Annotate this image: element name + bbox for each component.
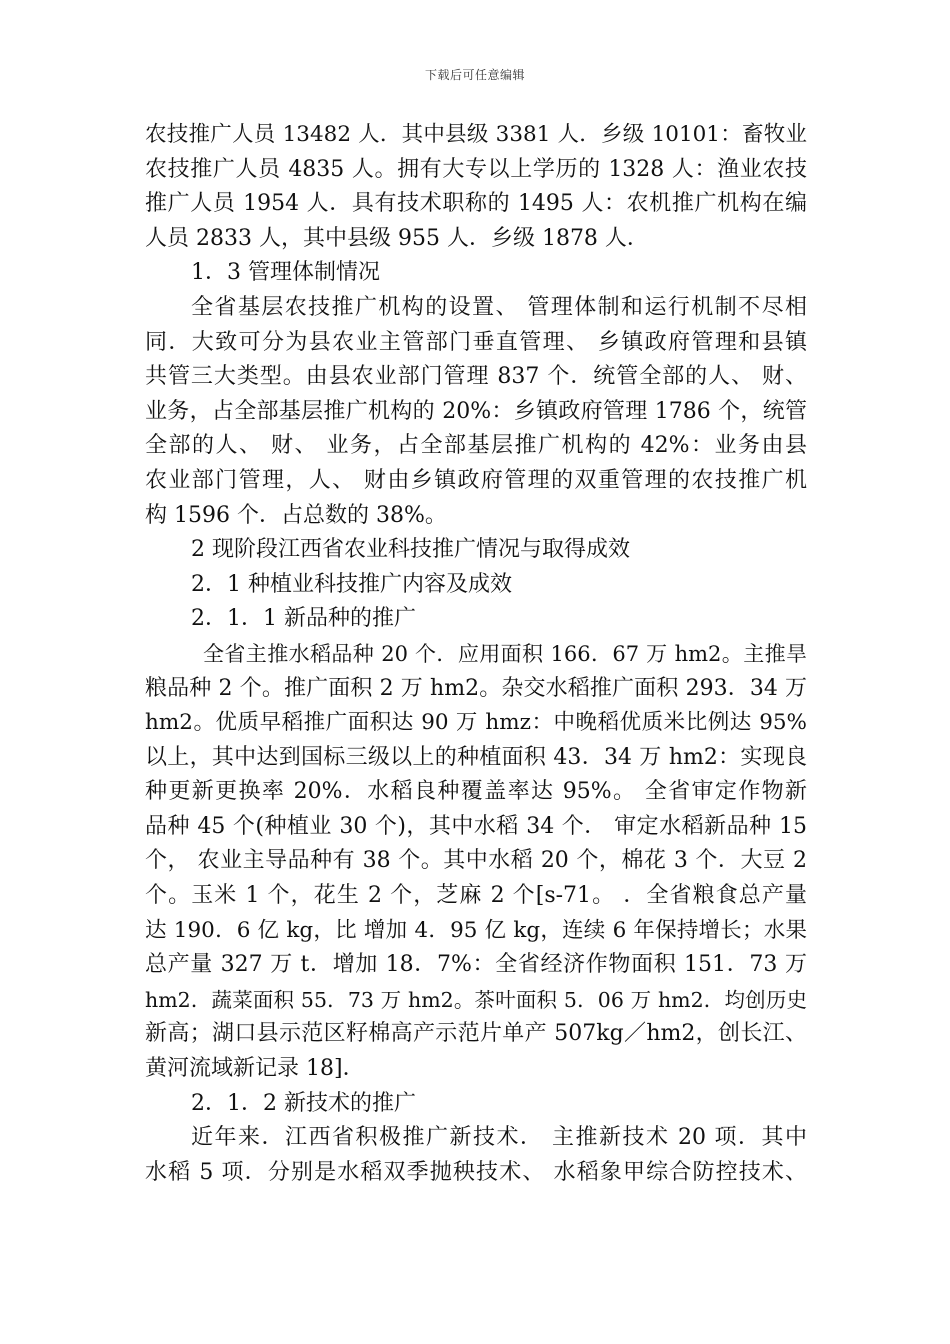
text-line: 黄河流域新记录 18]． [145,1056,365,1082]
text-line: 构 1596 个．占总数的 38%。 [145,502,447,528]
text-line: 全省主推水稻品种 20 个．应用面积 166．67 万 hm2。主推旱 [203,641,807,666]
text-line: 近年来．江西省积极推广新技术． 主推新技术 20 项．其中 [191,1125,807,1151]
text-line: 2．1 种植业科技推广内容及成效 [191,571,512,597]
text-line: 2．1．2 新技术的推广 [191,1090,416,1116]
text-line: 总产量 327 万 t．增加 18．7%：全省经济作物面积 151．73 万 [145,952,807,978]
text-line: 全部的人、 财、 业务，占全部基层推广机构的 42%：业务由县 [145,433,807,459]
text-line: 农业部门管理，人、 财由乡镇政府管理的双重管理的农技推广机 [145,467,807,493]
text-line: 以上，其中达到国标三级以上的种植面积 43．34 万 hm2：实现良 [145,744,807,770]
text-line: 推广人员 1954 人．具有技术职称的 1495 人：农机推广机构在编 [145,191,807,217]
text-line: 2 现阶段江西省农业科技推广情况与取得成效 [191,537,630,563]
text-line: hm2．蔬菜面积 55．73 万 hm2。茶叶面积 5．06 万 hm2．均创历史 [145,987,807,1012]
text-line: 品种 45 个(种植业 30 个)，其中水稻 34 个． 审定水稻新品种 15 [145,813,807,839]
text-line: 全省基层农技推广机构的设置、 管理体制和运行机制不尽相 [191,294,807,320]
text-line: 水稻 5 项．分别是水稻双季抛秧技术、 水稻象甲综合防控技术、 [145,1159,807,1185]
text-line: 2．1．1 新品种的推广 [191,606,416,632]
text-line: 种更新更换率 20%．水稻良种覆盖率达 95%。 全省审定作物新 [145,779,807,805]
text-line: 农技推广人员 4835 人。拥有大专以上学历的 1328 人：渔业农技 [145,156,807,182]
text-line: 个， 农业主导品种有 38 个。其中水稻 20 个，棉花 3 个．大豆 2 [145,848,807,874]
text-line: 人员 2833 人，其中县级 955 人．乡级 1878 人． [145,225,649,251]
text-line: 1．3 管理体制情况 [191,260,380,286]
document-body [145,118,807,1190]
text-line: hm2。优质早稻推广面积达 90 万 hmz：中晚稻优质米比例达 95% [145,710,807,736]
text-line: 业务，占全部基层推广机构的 20%：乡镇政府管理 1786 个，统管 [145,398,807,424]
page-header: 下载后可任意编辑 [424,68,525,82]
text-line: 新高；湖口县示范区籽棉高产示范片单产 507kg／hm2，创长江、 [145,1021,807,1047]
text-line: 农技推广人员 13482 人．其中县级 3381 人．乡级 10101：畜牧业 [145,122,807,147]
text-line: 达 190．6 亿 kg，比 增加 4．95 亿 kg，连续 6 年保持增长；水果 [145,917,807,943]
text-line: 粮品种 2 个。推广面积 2 万 hm2。杂交水稻推广面积 293．34 万 [145,675,807,701]
text-line: 同．大致可分为县农业主管部门垂直管理、 乡镇政府管理和县镇 [145,329,807,355]
text-line: 共管三大类型。由县农业部门管理 837 个．统管全部的人、 财、 [145,364,807,390]
text-line: 个。玉米 1 个，花生 2 个，芝麻 2 个[s-71。 ．全省粮食总产量 [145,883,807,909]
